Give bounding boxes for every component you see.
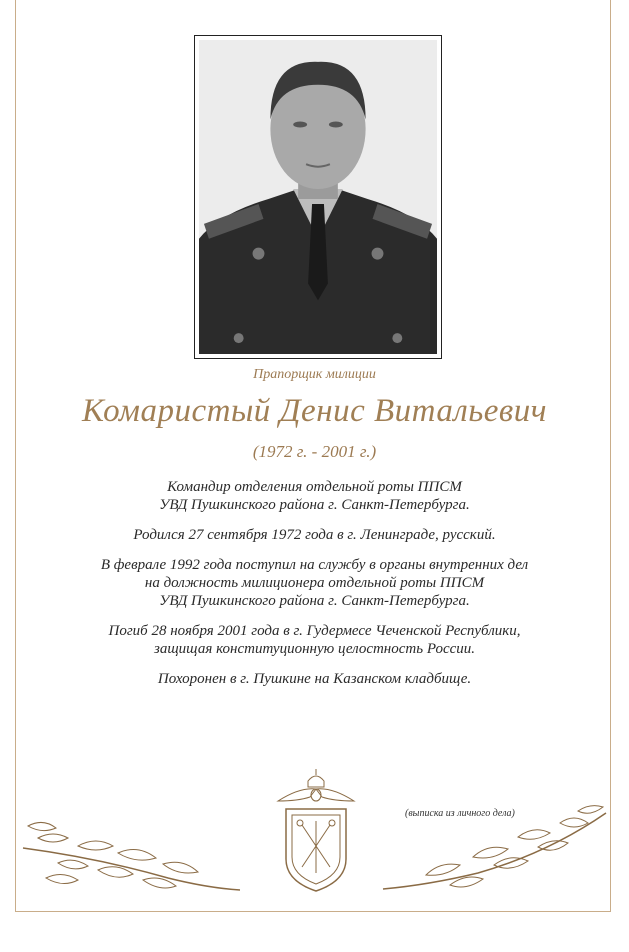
laurel-branch-left-icon <box>18 808 243 898</box>
bio-line: Погиб 28 ноября 2001 года в г. Гудермесе Чеченской Республики, <box>108 623 521 639</box>
bio-line: Командир отделения отдельной роты ППСМ <box>167 479 462 495</box>
police-emblem-icon <box>270 767 362 897</box>
bio-position <box>40 478 589 514</box>
bio-service <box>40 556 589 610</box>
rank-title: Прапорщик милиции <box>253 367 376 382</box>
bio-line: УВД Пушкинского района г. Санкт-Петербурга. <box>159 593 470 609</box>
life-years: (1972 г. - 2001 г.) <box>252 442 377 461</box>
bio-line: Похоронен в г. Пушкине на Казанском кладбище. <box>157 671 472 687</box>
bio-line: УВД Пушкинского района г. Санкт-Петербурга. <box>159 497 470 513</box>
portrait-image <box>199 40 437 354</box>
portrait-photo <box>194 35 442 359</box>
bio-line: защищая конституционную целостность России. <box>153 641 476 657</box>
bio-line: Родился 27 сентября 1972 года в г. Ленинграде, русский. <box>133 527 496 543</box>
bio-line: на должность милиционера отдельной роты ППСМ <box>144 575 485 591</box>
bio-burial <box>40 670 589 688</box>
bio-death <box>40 622 589 658</box>
full-name: Комаристый Денис Витальевич <box>82 393 547 429</box>
laurel-branch-right-icon <box>378 803 610 898</box>
bio-line: В феврале 1992 года поступил на службу в органы внутренних дел <box>100 557 529 573</box>
biography <box>40 478 589 700</box>
bio-birth <box>40 526 589 544</box>
extract-footnote: (выписка из личного дела) <box>405 808 515 819</box>
